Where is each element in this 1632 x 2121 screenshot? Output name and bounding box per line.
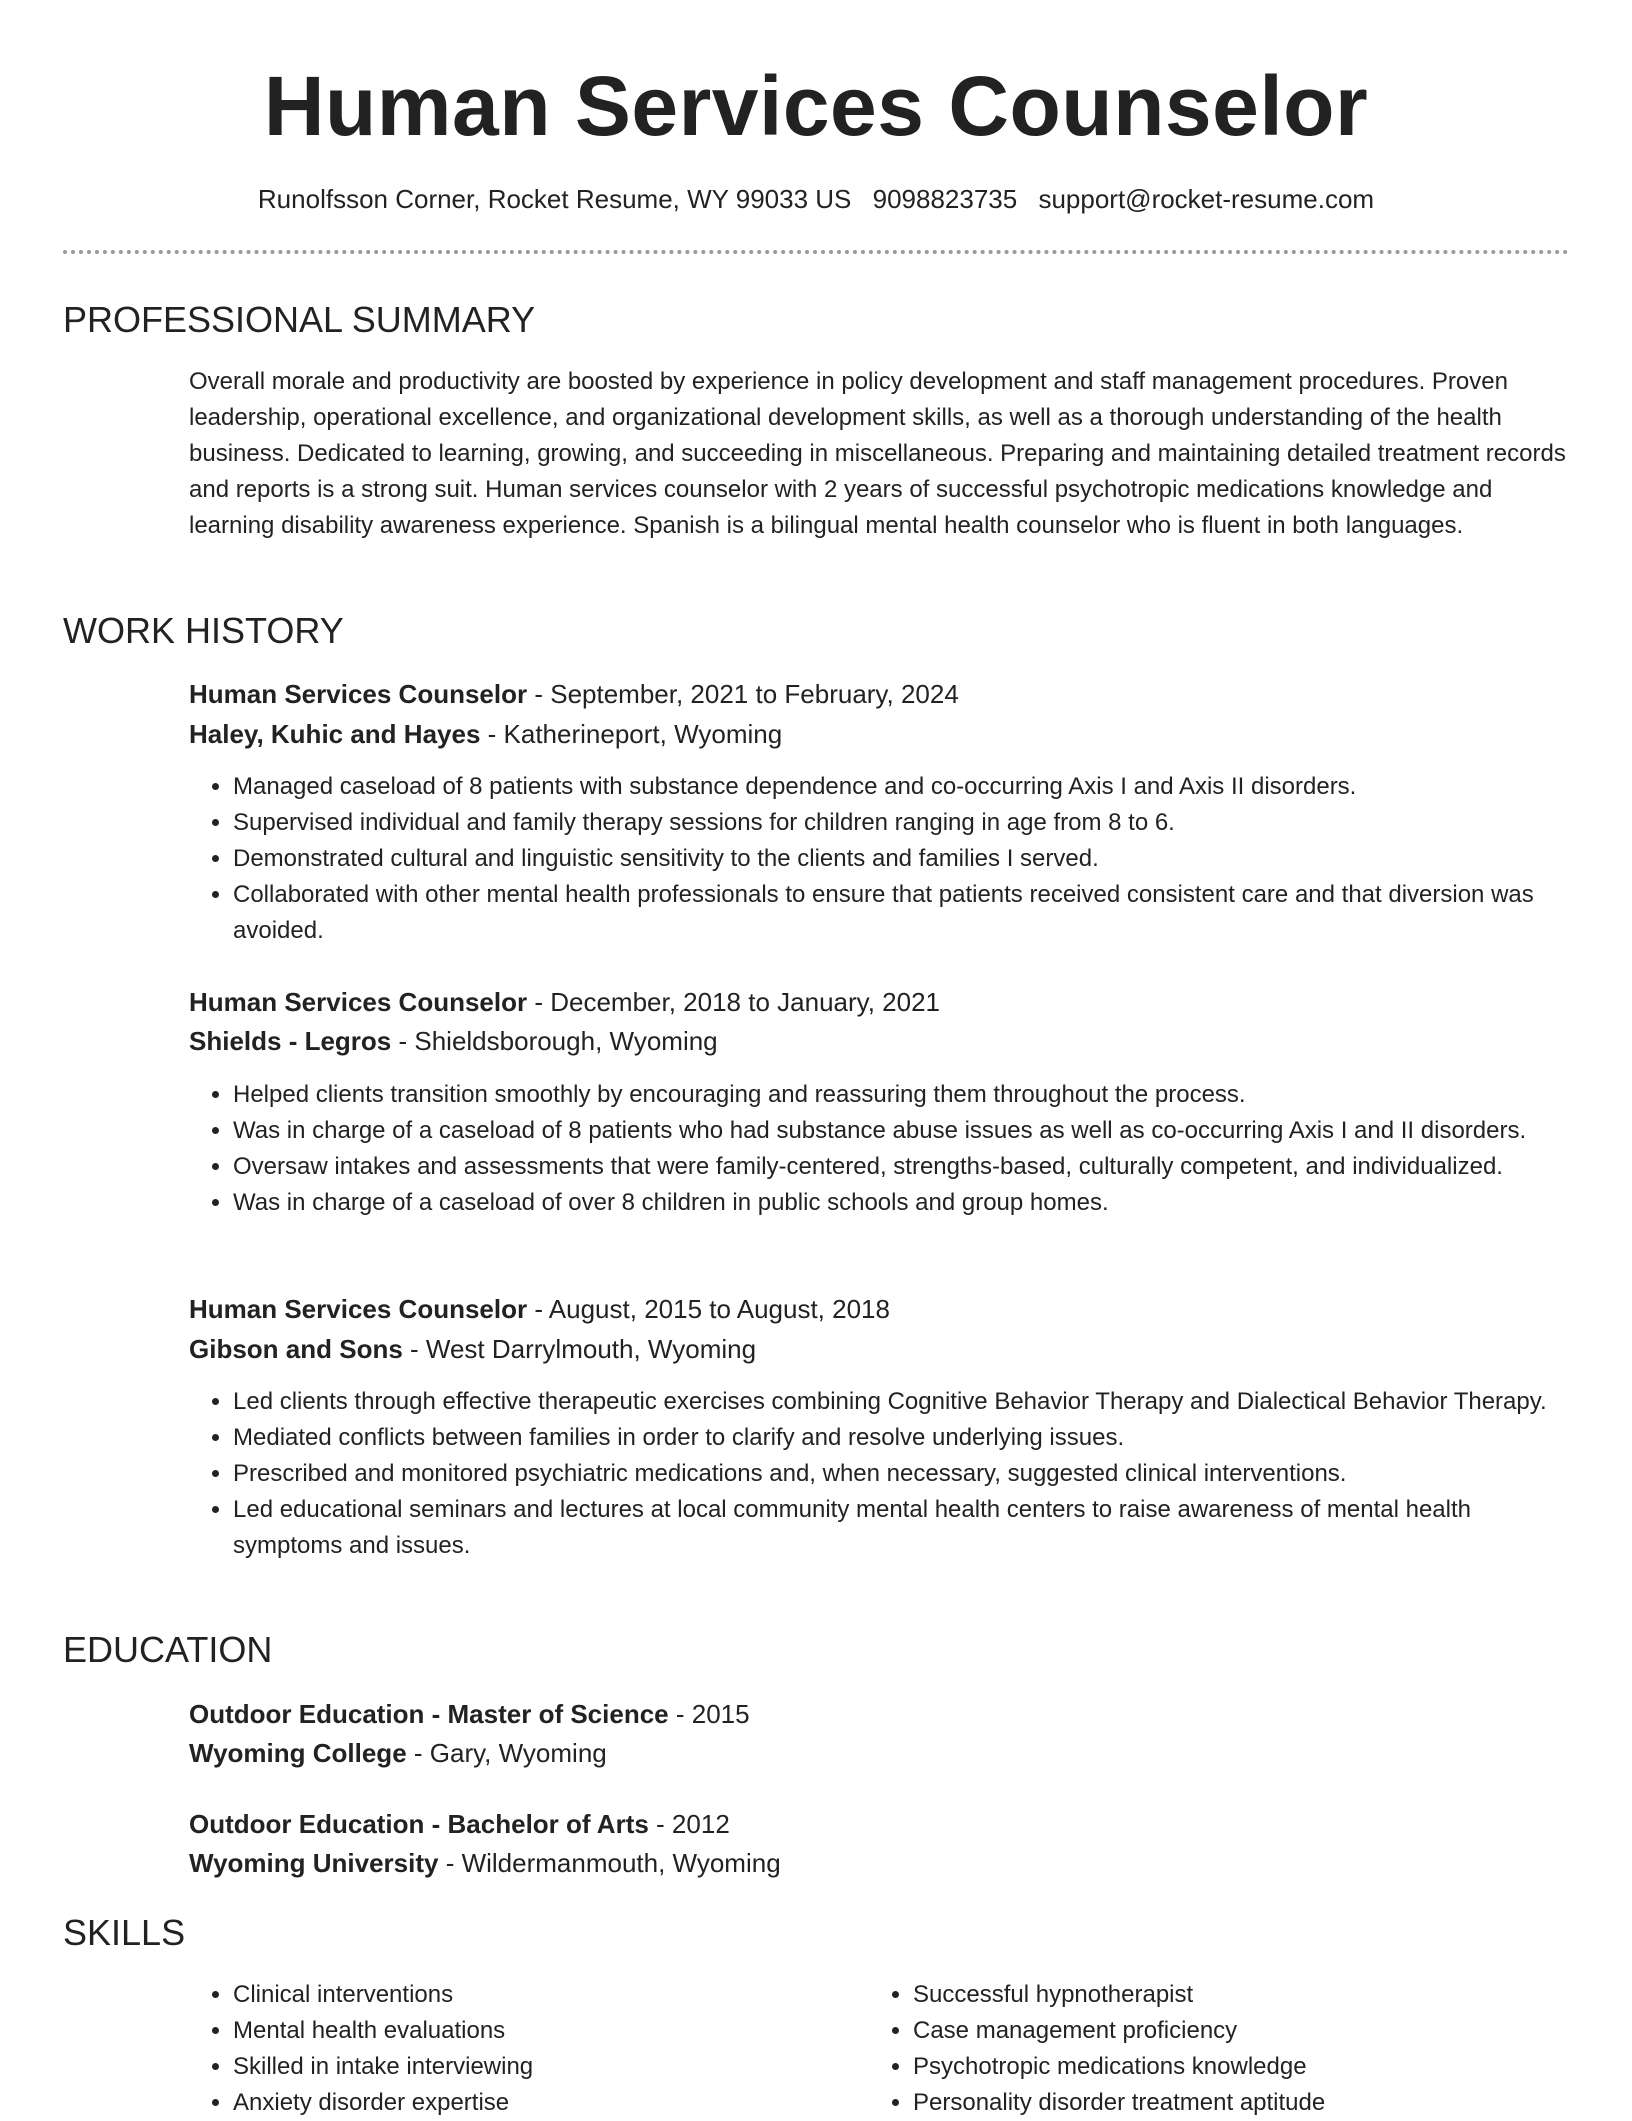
education-location: - Gary, Wyoming — [406, 1738, 607, 1768]
job-bullet: • Demonstrated cultural and linguistic sensitivity to the clients and families I served. — [233, 841, 1569, 877]
education-degree: Outdoor Education - Bachelor of Arts — [189, 1809, 649, 1839]
education-year: - 2015 — [668, 1699, 750, 1729]
job-role: Human Services Counselor — [189, 679, 528, 709]
job-title-line — [189, 983, 1569, 1021]
skill-item: • Psychotropic medications knowledge — [913, 2049, 1529, 2085]
skill-item: • Successful hypnotherapist — [913, 1977, 1529, 2013]
job-dates: - September, 2021 to February, 2024 — [527, 679, 959, 709]
job-role: Human Services Counselor — [189, 1294, 528, 1324]
job-bullet-list — [189, 1384, 1569, 1564]
job-bullet: • Was in charge of a caseload of 8 patients who had substance abuse issues as well as co-occurring Axis I and II disorders. — [233, 1113, 1569, 1149]
job-location: - Katherineport, Wyoming — [480, 719, 783, 749]
education-year: - 2012 — [648, 1809, 730, 1839]
education-school: Wyoming College — [189, 1738, 407, 1768]
section-title-education: EDUCATION — [63, 1629, 273, 1670]
education-school: Wyoming University — [189, 1848, 439, 1878]
job-bullet: • Mediated conflicts between families in order to clarify and resolve underlying issues. — [233, 1420, 1569, 1456]
job-company: Gibson and Sons — [189, 1334, 403, 1364]
job-company-line — [189, 1330, 1569, 1368]
summary-text: Overall morale and productivity are boosted by experience in policy development and staff management procedures. Proven leadership, operational excellence, and organizational development skills, as well as a thorough understanding of the health business. Dedicated to learning, growing, and succeeding in miscellaneous. Preparing and maintaining detailed treatment records and reports is a strong suit. Human services counselor with 2 years of successful psychotropic medications knowledge and learning disability awareness experience. Spanish is a bilingual mental health counselor who is fluent in both languages. — [189, 368, 1566, 539]
job-bullet: • Supervised individual and family therapy sessions for children ranging in age from 8 to 6. — [233, 805, 1569, 841]
job-company-line — [189, 715, 1569, 753]
skill-item: • Mental health evaluations — [233, 2013, 849, 2049]
job-bullet: • Managed caseload of 8 patients with substance dependence and co-occurring Axis I and Axis II disorders. — [233, 769, 1569, 805]
header-divider — [63, 250, 1569, 254]
job-bullet-list — [189, 769, 1569, 949]
job-dates: - August, 2015 to August, 2018 — [527, 1294, 890, 1324]
job-bullet: • Collaborated with other mental health professionals to ensure that patients received consistent care and that diversion was avoided. — [233, 877, 1569, 949]
job-role: Human Services Counselor — [189, 987, 528, 1017]
job-location: - West Darrylmouth, Wyoming — [402, 1334, 757, 1364]
job-bullet: • Led educational seminars and lectures at local community mental health centers to raise awareness of mental health symptoms and issues. — [233, 1492, 1569, 1564]
candidate-name: Human Services Counselor — [263, 59, 1369, 153]
section-title-summary: PROFESSIONAL SUMMARY — [63, 299, 536, 340]
job-bullet: • Oversaw intakes and assessments that were family-centered, strengths-based, culturally competent, and individualized. — [233, 1149, 1569, 1185]
job-dates: - December, 2018 to January, 2021 — [527, 987, 941, 1017]
job-company: Haley, Kuhic and Hayes — [189, 719, 481, 749]
job-bullet: • Prescribed and monitored psychiatric medications and, when necessary, suggested clinical interventions. — [233, 1456, 1569, 1492]
education-location: - Wildermanmouth, Wyoming — [438, 1848, 781, 1878]
section-title-skills: SKILLS — [63, 1912, 186, 1953]
job-bullet-list — [189, 1077, 1569, 1221]
skills-list-right — [869, 1977, 1529, 2121]
job-bullet: • Led clients through effective therapeutic exercises combining Cognitive Behavior Therapy and Dialectical Behavior Therapy. — [233, 1384, 1569, 1420]
education-degree: Outdoor Education - Master of Science — [189, 1699, 669, 1729]
job-title-line — [189, 1290, 1569, 1328]
skill-item: • Case management proficiency — [913, 2013, 1529, 2049]
job-company-line — [189, 1022, 1569, 1060]
contact-phone: 9098823735 — [872, 184, 1018, 214]
skill-item: • Clinical interventions — [233, 1977, 849, 2013]
job-location: - Shieldsborough, Wyoming — [391, 1026, 718, 1056]
education-school-line — [189, 1734, 1569, 1772]
skills-list-left — [189, 1977, 849, 2121]
contact-address: Runolfsson Corner, Rocket Resume, WY 99033 US — [257, 184, 852, 214]
education-degree-line — [189, 1695, 1569, 1733]
education-school-line — [189, 1844, 1569, 1882]
job-title-line — [189, 675, 1569, 713]
job-bullet: • Helped clients transition smoothly by encouraging and reassuring them throughout the process. — [233, 1077, 1569, 1113]
job-bullet: • Was in charge of a caseload of over 8 children in public schools and group homes. — [233, 1185, 1569, 1221]
education-degree-line — [189, 1805, 1569, 1843]
job-company: Shields - Legros — [189, 1026, 392, 1056]
skill-item: • Skilled in intake interviewing — [233, 2049, 849, 2085]
contact-line — [0, 182, 1632, 216]
section-title-work-history: WORK HISTORY — [63, 610, 344, 651]
skill-item: • Anxiety disorder expertise — [233, 2085, 849, 2121]
skill-item: • Personality disorder treatment aptitude — [913, 2085, 1529, 2121]
contact-email: support@rocket-resume.com — [1038, 184, 1375, 214]
